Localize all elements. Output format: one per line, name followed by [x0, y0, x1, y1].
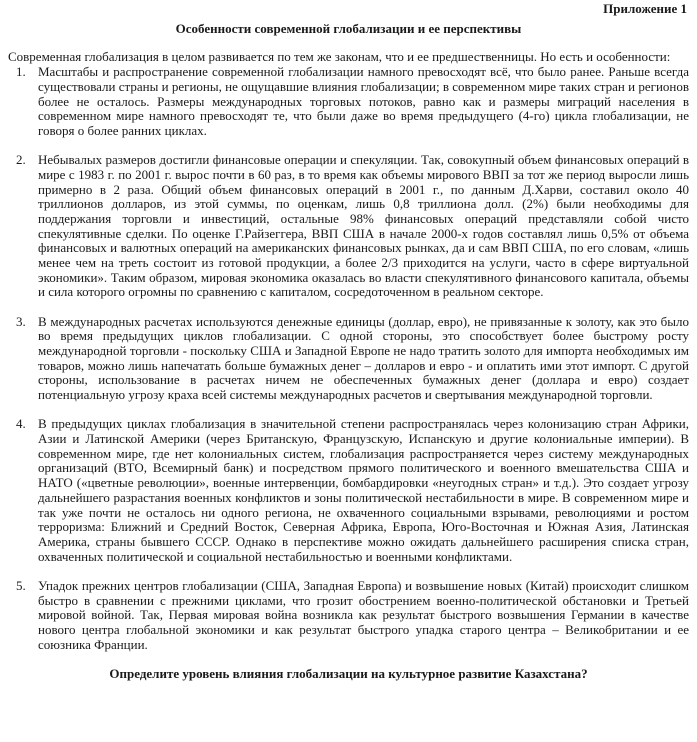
item-text: В предыдущих циклах глобализация в значительной степени распространялась через колонизацию стран Африки, Азии и Латинской Америки (через Британскую, Французскую, Испанскую и другие колониальные империи). В современном мире, где нет колониальных систем, глобализация распространяется через систему международных организаций (ВТО, Всемирный банк) и посредством прямого политического и военного вмешательства США и НАТО («цветные революции», военные интервенции, бомбардировки «неугодных стран» и т.д.). Это создает угрозу дальнейшего разрастания военных конфликтов и зоны политической нестабильности в мире. В современном мире и так уже почти не осталось ни одного региона, не охваченного социальными взрывами, революциями и ростом терроризма: Ближний и Средний Восток, Северная Африка, Европа, Юго-Восточная и Южная Азия, Латинская Америка, страны бывшего СССР. Однако в перспективе можно ожидать дальнейшего расширения списка стран, охваченных политической и социальной нестабильностью и военными конфликтами.	[38, 416, 689, 564]
question-heading: Определите уровень влияния глобализации на культурное развитие Казахстана?	[109, 665, 588, 681]
document-title: Особенности современной глобализации и ее перспективы	[175, 20, 522, 36]
list-item	[8, 65, 689, 139]
features-list	[8, 65, 689, 652]
list-item	[8, 153, 689, 300]
item-number: 4.	[16, 416, 26, 432]
item-number: 5.	[16, 577, 26, 593]
list-item	[8, 417, 689, 564]
item-number: 3.	[16, 313, 26, 329]
item-text: Упадок прежних центров глобализации (США, Западная Европа) и возвышение новых (Китай) происходит слишком быстро в сравнении с прежними циклами, что грозит обострением военно-политической обстановки и Третьей мировой войной. Так, Первая мировая война возникла как результат быстрого возвышения Германии в качестве нового центра глобальной экономики и как результат быстрого упадка старого центра – Великобритании и ее союзника Франции.	[38, 577, 689, 652]
list-item	[8, 315, 689, 403]
item-text: В международных расчетах используются денежные единицы (доллар, евро), не привязанные к золоту, как это было во время предыдущих циклов глобализации. С одной стороны, это способствует более быстрому росту международной торговли - поскольку США и Западной Европе не надо тратить золото для импорта необходимых им товаров, можно лишь напечатать больше бумажных денег – долларов и евро - и оплатить ими этот импорт. С другой стороны, использование в расчетах ничем не обеспеченных бумажных денег (доллара и евро) создает потенциальную угрозу краха всей системы международных расчетов и свертывания международной торговли.	[38, 313, 689, 403]
intro-paragraph: Современная глобализация в целом развивается по тем же законам, что и ее предшественницы. Но есть и особенности:	[8, 49, 671, 65]
list-item	[8, 579, 689, 653]
item-number: 1.	[16, 64, 26, 80]
item-number: 2.	[16, 152, 26, 168]
appendix-label: Приложение 1	[603, 1, 687, 16]
item-text: Небывалых размеров достигли финансовые операции и спекуляции. Так, совокупный объем финансовых операций в мире с 1983 г. по 2001 г. вырос почти в 60 раз, в то время как объемы мирового ВВП за тот же период выросли лишь примерно в 2 раза. Общий объем финансовых операций в 2001 г., по данным Д.Харви, составил около 40 триллионов долларов, из этой суммы, по оценкам, лишь 0,8 триллиона долл. (2%) были необходимы для поддержания торговли и инвестиций, остальные 98% финансовых операций представляли собой чисто спекулятивные сделки. По оценке Г.Райзеггера, ВВП США в начале 2000-х годов составлял лишь 0,5% от объема финансовых и валютных операций на американских финансовых рынках, да и сам ВВП США, по его словам, «лишь менее чем на треть состоит из готовой продукции, а более 2/3 приходится на услуги, часто в сфере виртуальной экономики». Таким образом, мировая экономика оказалась во власти спекулятивного финансового капитала, объемы и сила которого огромны по сравнению с капиталом, сосредоточенном в реальном секторе.	[38, 152, 689, 300]
item-text: Масштабы и распространение современной глобализации намного превосходят всё, что было ранее. Раньше всегда существовали страны и регионы, не ощущавшие влияния глобализации; в современном мире таких стран и регионов более не осталось. Размеры международных торговых потоков, равно как и размеры миграций населения в современном мире намного превосходят те, что были даже во время предыдущего (4-го) цикла глобализации, не говоря о более ранних циклах.	[38, 64, 689, 138]
